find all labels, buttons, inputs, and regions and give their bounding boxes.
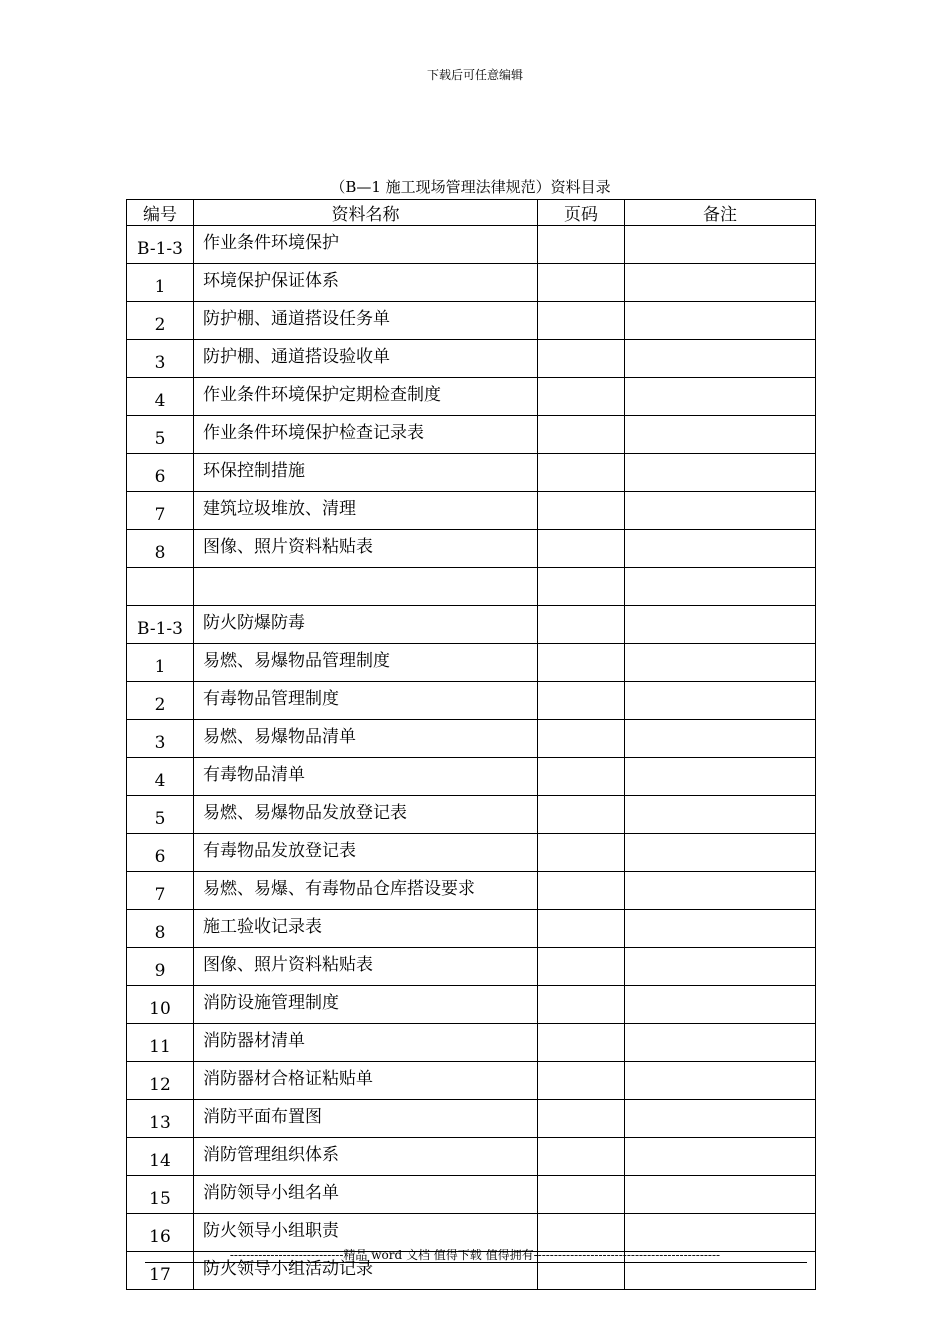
row-note-cell bbox=[625, 1100, 816, 1138]
row-number-cell: 7 bbox=[127, 492, 194, 530]
header-note: 下载后可任意编辑 bbox=[426, 68, 523, 82]
table-row bbox=[127, 834, 816, 872]
row-name-cell: 施工验收记录表 bbox=[194, 910, 538, 948]
row-note-cell bbox=[625, 644, 816, 682]
row-note-cell bbox=[625, 1062, 816, 1100]
row-page-cell bbox=[538, 1100, 625, 1138]
row-note-cell bbox=[625, 302, 816, 340]
row-name-cell: 消防管理组织体系 bbox=[194, 1138, 538, 1176]
table-row bbox=[127, 758, 816, 796]
row-note-cell bbox=[625, 834, 816, 872]
row-name-cell: 有毒物品管理制度 bbox=[194, 682, 538, 720]
table-row bbox=[127, 530, 816, 568]
row-number-cell: 5 bbox=[127, 416, 194, 454]
table-row bbox=[127, 1062, 816, 1100]
row-name-cell: 图像、照片资料粘贴表 bbox=[194, 948, 538, 986]
row-name-cell: 消防器材合格证粘贴单 bbox=[194, 1062, 538, 1100]
row-note-cell bbox=[625, 1138, 816, 1176]
row-page-cell bbox=[538, 378, 625, 416]
row-name-cell: 防护棚、通道搭设验收单 bbox=[194, 340, 538, 378]
table-row bbox=[127, 302, 816, 340]
row-number-cell: 4 bbox=[127, 758, 194, 796]
row-note-cell bbox=[625, 606, 816, 644]
row-name-cell: 有毒物品发放登记表 bbox=[194, 834, 538, 872]
table-row bbox=[127, 872, 816, 910]
row-name-cell: 有毒物品清单 bbox=[194, 758, 538, 796]
footer-text: ----------------------------精品 word 文档 值得下载 值得拥有---------------------------------------------- bbox=[229, 1248, 721, 1262]
document-title: （B—1 施工现场管理法律规范）资料目录 bbox=[330, 178, 611, 196]
row-number-cell: 8 bbox=[127, 530, 194, 568]
table-row bbox=[127, 226, 816, 264]
table-row bbox=[127, 1024, 816, 1062]
row-note-cell bbox=[625, 720, 816, 758]
row-name-cell: 消防设施管理制度 bbox=[194, 986, 538, 1024]
row-name-cell: 环保控制措施 bbox=[194, 454, 538, 492]
row-number-cell: 5 bbox=[127, 796, 194, 834]
table-row bbox=[127, 1138, 816, 1176]
table-header-row bbox=[127, 200, 816, 226]
row-name-cell: 建筑垃圾堆放、清理 bbox=[194, 492, 538, 530]
row-name-cell: 环境保护保证体系 bbox=[194, 264, 538, 302]
row-page-cell bbox=[538, 1024, 625, 1062]
column-header-page: 页码 bbox=[538, 200, 625, 226]
row-name-cell: 图像、照片资料粘贴表 bbox=[194, 530, 538, 568]
row-page-cell bbox=[538, 948, 625, 986]
row-page-cell bbox=[538, 682, 625, 720]
table-row bbox=[127, 910, 816, 948]
row-name-cell: 防护棚、通道搭设任务单 bbox=[194, 302, 538, 340]
row-number-cell: 2 bbox=[127, 302, 194, 340]
row-note-cell bbox=[625, 264, 816, 302]
table-body bbox=[127, 226, 816, 1290]
row-number-cell: 17 bbox=[127, 1252, 194, 1290]
row-note-cell bbox=[625, 1024, 816, 1062]
row-page-cell bbox=[538, 568, 625, 606]
row-page-cell bbox=[538, 720, 625, 758]
table-row bbox=[127, 948, 816, 986]
row-note-cell bbox=[625, 340, 816, 378]
row-name-cell: 防火防爆防毒 bbox=[194, 606, 538, 644]
row-page-cell bbox=[538, 264, 625, 302]
row-note-cell bbox=[625, 530, 816, 568]
table-row bbox=[127, 682, 816, 720]
row-name-cell: 防火领导小组职责 bbox=[194, 1214, 538, 1252]
row-name-cell: 消防领导小组名单 bbox=[194, 1176, 538, 1214]
row-name-cell: 消防平面布置图 bbox=[194, 1100, 538, 1138]
row-note-cell bbox=[625, 986, 816, 1024]
row-note-cell bbox=[625, 1176, 816, 1214]
row-page-cell bbox=[538, 758, 625, 796]
column-header-name: 资料名称 bbox=[194, 200, 538, 226]
row-number-cell: 3 bbox=[127, 720, 194, 758]
row-name-cell: 易燃、易爆物品清单 bbox=[194, 720, 538, 758]
row-page-cell bbox=[538, 644, 625, 682]
column-header-note: 备注 bbox=[625, 200, 816, 226]
row-note-cell bbox=[625, 416, 816, 454]
row-name-cell: 易燃、易爆物品发放登记表 bbox=[194, 796, 538, 834]
table-row bbox=[127, 796, 816, 834]
table-row bbox=[127, 644, 816, 682]
row-note-cell bbox=[625, 378, 816, 416]
row-page-cell bbox=[538, 606, 625, 644]
table-row bbox=[127, 1100, 816, 1138]
row-number-cell: 10 bbox=[127, 986, 194, 1024]
row-number-cell: 11 bbox=[127, 1024, 194, 1062]
row-page-cell bbox=[538, 492, 625, 530]
row-note-cell bbox=[625, 682, 816, 720]
row-note-cell bbox=[625, 948, 816, 986]
row-page-cell bbox=[538, 872, 625, 910]
row-note-cell bbox=[625, 796, 816, 834]
row-page-cell bbox=[538, 796, 625, 834]
row-number-cell: 14 bbox=[127, 1138, 194, 1176]
row-page-cell bbox=[538, 416, 625, 454]
row-page-cell bbox=[538, 1176, 625, 1214]
table-row bbox=[127, 986, 816, 1024]
table-row bbox=[127, 264, 816, 302]
row-name-cell: 易燃、易爆物品管理制度 bbox=[194, 644, 538, 682]
row-page-cell bbox=[538, 1062, 625, 1100]
row-number-cell: 2 bbox=[127, 682, 194, 720]
column-header-number: 编号 bbox=[127, 200, 194, 226]
row-number-cell: 15 bbox=[127, 1176, 194, 1214]
row-page-cell bbox=[538, 454, 625, 492]
row-number-cell: 16 bbox=[127, 1214, 194, 1252]
row-number-cell: 6 bbox=[127, 454, 194, 492]
row-note-cell bbox=[625, 568, 816, 606]
row-note-cell bbox=[625, 872, 816, 910]
row-note-cell bbox=[625, 454, 816, 492]
row-note-cell bbox=[625, 226, 816, 264]
row-number-cell: B-1-3 bbox=[127, 226, 194, 264]
table-row bbox=[127, 1176, 816, 1214]
row-number-cell: 13 bbox=[127, 1100, 194, 1138]
row-number-cell: 6 bbox=[127, 834, 194, 872]
row-number-cell: 1 bbox=[127, 644, 194, 682]
row-number-cell bbox=[127, 568, 194, 606]
row-page-cell bbox=[538, 530, 625, 568]
row-name-cell: 消防器材清单 bbox=[194, 1024, 538, 1062]
row-name-cell: 作业条件环境保护定期检查制度 bbox=[194, 378, 538, 416]
row-number-cell: 12 bbox=[127, 1062, 194, 1100]
row-page-cell bbox=[538, 910, 625, 948]
row-page-cell bbox=[538, 302, 625, 340]
row-number-cell: 1 bbox=[127, 264, 194, 302]
table-row bbox=[127, 606, 816, 644]
row-number-cell: 7 bbox=[127, 872, 194, 910]
row-name-cell: 作业条件环境保护 bbox=[194, 226, 538, 264]
row-page-cell bbox=[538, 1138, 625, 1176]
row-note-cell bbox=[625, 758, 816, 796]
row-page-cell bbox=[538, 834, 625, 872]
row-note-cell bbox=[625, 910, 816, 948]
row-number-cell: 4 bbox=[127, 378, 194, 416]
table-row bbox=[127, 492, 816, 530]
row-page-cell bbox=[538, 226, 625, 264]
row-name-cell: 易燃、易爆、有毒物品仓库搭设要求 bbox=[194, 872, 538, 910]
row-note-cell bbox=[625, 492, 816, 530]
row-name-cell bbox=[194, 568, 538, 606]
table-row bbox=[127, 416, 816, 454]
table-row bbox=[127, 568, 816, 606]
row-number-cell: B-1-3 bbox=[127, 606, 194, 644]
row-page-cell bbox=[538, 340, 625, 378]
row-name-cell: 作业条件环境保护检查记录表 bbox=[194, 416, 538, 454]
table-row bbox=[127, 340, 816, 378]
row-name-cell: 防火领导小组活动记录 bbox=[194, 1252, 538, 1290]
footer-rule bbox=[145, 1262, 807, 1263]
row-number-cell: 3 bbox=[127, 340, 194, 378]
row-page-cell bbox=[538, 986, 625, 1024]
catalog-table bbox=[126, 199, 816, 1290]
table-row bbox=[127, 720, 816, 758]
table-row bbox=[127, 454, 816, 492]
table-row bbox=[127, 378, 816, 416]
row-number-cell: 8 bbox=[127, 910, 194, 948]
row-number-cell: 9 bbox=[127, 948, 194, 986]
